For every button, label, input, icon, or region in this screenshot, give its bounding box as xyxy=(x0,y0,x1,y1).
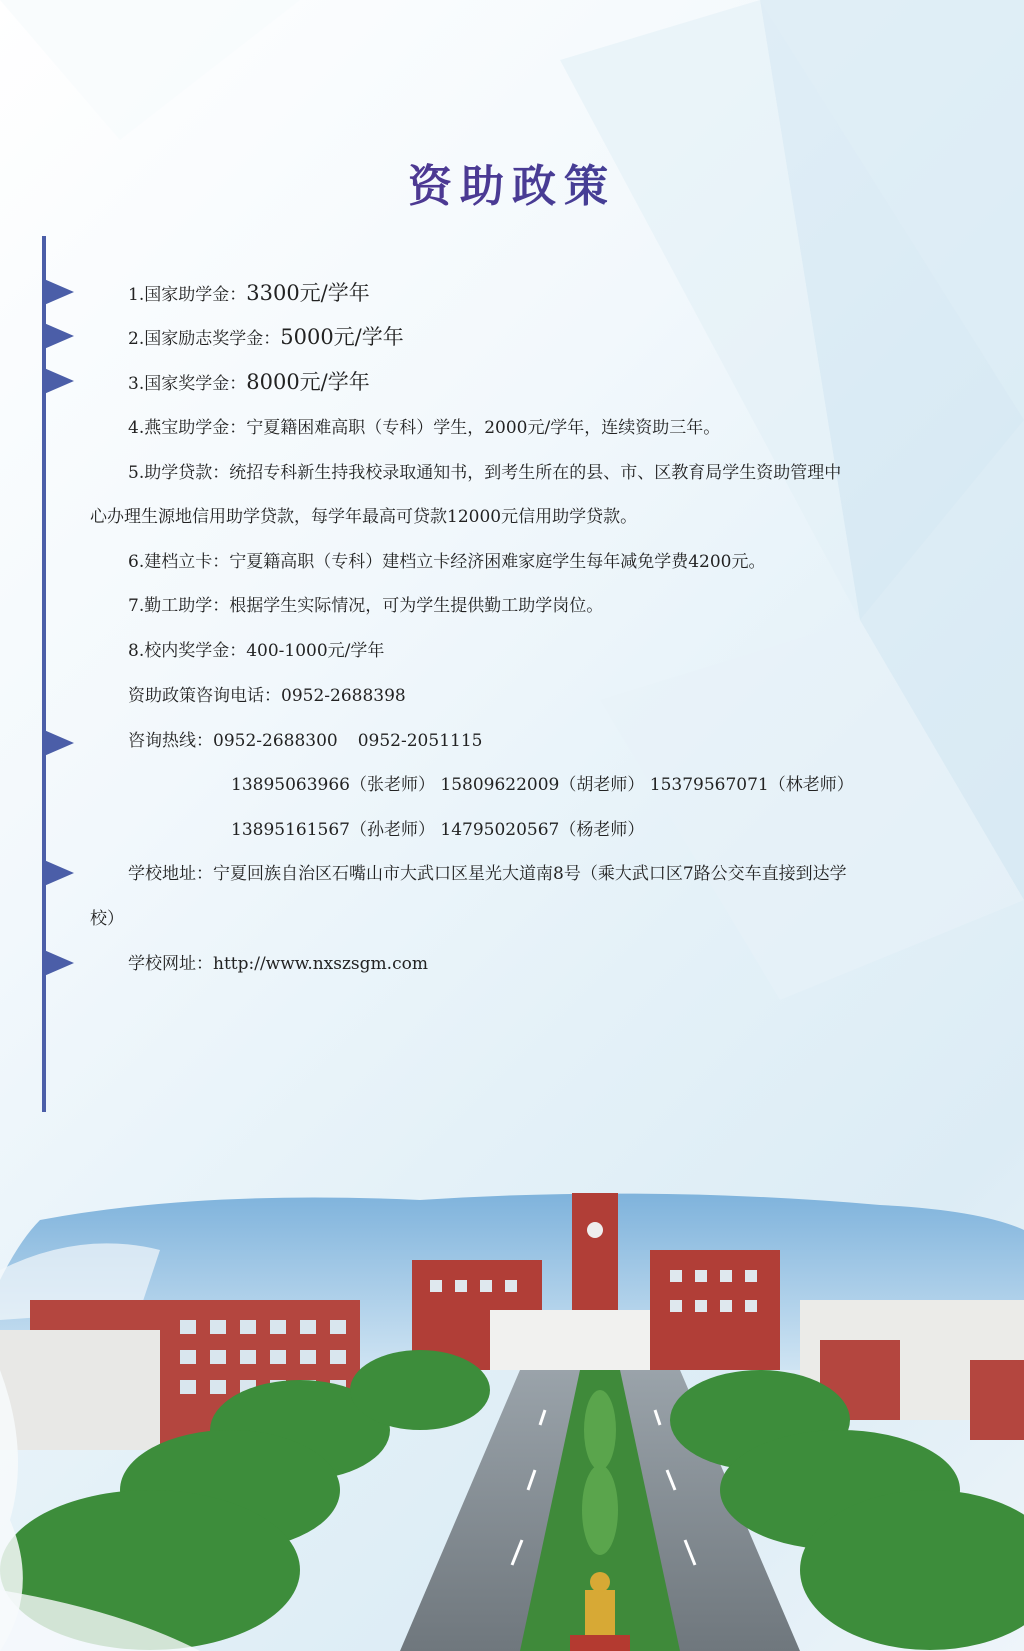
policy-item-4: 4.燕宝助学金：宁夏籍困难高职（专科）学生，2000元/学年，连续资助三年。 xyxy=(128,418,721,438)
teacher-phones-row-2: 13895161567（孙老师） 14795020567（杨老师） xyxy=(231,820,645,840)
policy-phone: 资助政策咨询电话：0952-2688398 xyxy=(128,686,406,706)
policy-item-6: 6.建档立卡：宁夏籍高职（专科）建档立卡经济困难家庭学生每年减免学费4200元。 xyxy=(128,552,766,572)
policy-item-5-continued: 心办理生源地信用助学贷款，每学年最高可贷款12000元信用助学贷款。 xyxy=(90,507,638,527)
arrow-marker-icon xyxy=(44,279,74,305)
hotline: 咨询热线：0952-2688300 0952-2051115 xyxy=(128,731,483,751)
arrow-marker-icon xyxy=(44,950,74,976)
policy-item-5: 5.助学贷款：统招专科新生持我校录取通知书，到考生所在的县、市、区教育局学生资助管理中 xyxy=(128,463,842,483)
school-address-continued: 校） xyxy=(90,909,124,929)
page-title: 资助政策 xyxy=(0,150,1024,214)
policy-item-2: 2.国家励志奖学金：5000元/学年 xyxy=(128,325,404,349)
school-website: 学校网址：http://www.nxszsgm.com xyxy=(128,954,428,974)
campus-photo xyxy=(0,1190,1024,1651)
school-address: 学校地址：宁夏回族自治区石嘴山市大武口区星光大道南8号（乘大武口区7路公交车直接到达学 xyxy=(128,864,847,884)
arrow-marker-icon xyxy=(44,730,74,756)
teacher-phones-row-1: 13895063966（张老师） 15809622009（胡老师） 15379567071（林老师） xyxy=(231,775,854,795)
policy-item-8: 8.校内奖学金：400-1000元/学年 xyxy=(128,641,385,661)
arrow-marker-icon xyxy=(44,368,74,394)
policy-item-7: 7.勤工助学：根据学生实际情况，可为学生提供勤工助学岗位。 xyxy=(128,596,604,616)
arrow-marker-icon xyxy=(44,860,74,886)
policy-item-3: 3.国家奖学金：8000元/学年 xyxy=(128,370,370,394)
arrow-marker-icon xyxy=(44,323,74,349)
policy-item-1: 1.国家助学金：3300元/学年 xyxy=(128,281,370,305)
